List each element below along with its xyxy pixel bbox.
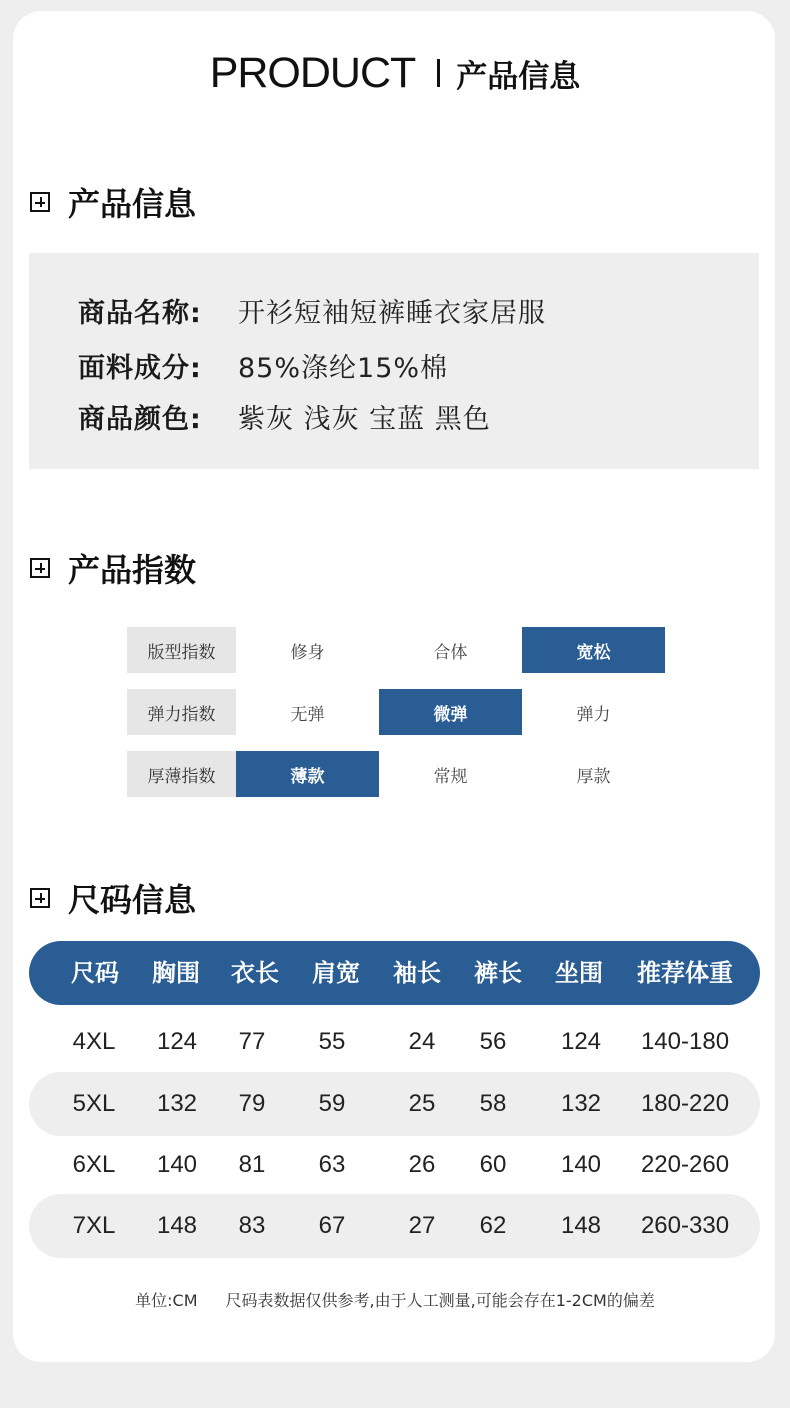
- size-note: [0, 1288, 790, 1311]
- index-option: 厚款: [576, 766, 611, 787]
- size-cell: 77: [238, 1028, 266, 1055]
- index-option: 常规: [433, 766, 468, 787]
- info-label: 商品名称:: [78, 297, 202, 329]
- page-header: [0, 50, 790, 96]
- size-cell: 7XL: [72, 1212, 116, 1239]
- size-header-cell: 胸围: [152, 959, 200, 987]
- size-cell: 4XL: [72, 1028, 116, 1055]
- size-cell: 26: [408, 1151, 436, 1178]
- size-cell: 79: [238, 1090, 266, 1117]
- size-header-cell: 推荐体重: [637, 959, 733, 987]
- size-cell: 81: [238, 1151, 266, 1178]
- unit-note: 单位:CM: [135, 1291, 198, 1310]
- plus-box-icon: [30, 558, 50, 578]
- size-cell: 63: [318, 1151, 346, 1178]
- size-cell: 132: [156, 1090, 198, 1117]
- size-cell: 220-260: [640, 1151, 730, 1178]
- index-row-stretch: [127, 689, 665, 735]
- disclaimer-note: 尺码表数据仅供参考,由于人工测量,可能会存在1-2CM的偏差: [225, 1291, 655, 1310]
- size-cell: 132: [560, 1090, 602, 1117]
- size-table-row: [29, 1133, 760, 1197]
- size-table-row: [29, 1010, 760, 1074]
- index-option-selected: 微弹: [379, 689, 522, 735]
- info-row-name: [78, 290, 546, 330]
- size-cell: 140: [156, 1151, 198, 1178]
- plus-box-icon: [30, 192, 50, 212]
- header-divider: [437, 59, 440, 87]
- size-table-row: [29, 1194, 760, 1258]
- size-cell: 140-180: [640, 1028, 730, 1055]
- index-option: 合体: [433, 642, 468, 663]
- size-cell: 83: [238, 1212, 266, 1239]
- info-row-colors: [78, 396, 491, 436]
- index-option: 弹力: [576, 704, 611, 725]
- index-option-selected: 宽松: [522, 627, 665, 673]
- size-cell: 140: [560, 1151, 602, 1178]
- size-cell: 124: [156, 1028, 198, 1055]
- size-cell: 55: [318, 1028, 346, 1055]
- size-header-cell: 裤长: [474, 959, 522, 987]
- info-row-fabric: [78, 345, 448, 385]
- index-row-thickness: [127, 751, 665, 797]
- info-label: 商品颜色:: [78, 403, 202, 435]
- size-cell: 27: [408, 1212, 436, 1239]
- size-header-cell: 肩宽: [312, 959, 360, 987]
- section-title-size: 尺码信息: [68, 881, 197, 919]
- index-option: 无弹: [290, 704, 325, 725]
- index-row-fit: [127, 627, 665, 673]
- size-table-row: [29, 1072, 760, 1136]
- info-value: 85%涤纶15%棉: [238, 352, 449, 384]
- size-header-cell: 尺码: [71, 959, 119, 987]
- size-cell: 60: [479, 1151, 507, 1178]
- size-header-cell: 衣长: [231, 959, 279, 987]
- size-cell: 180-220: [640, 1090, 730, 1117]
- section-title-index: 产品指数: [68, 551, 197, 589]
- size-header-cell: 坐围: [555, 959, 603, 987]
- product-info-panel: [29, 253, 759, 469]
- size-cell: 67: [318, 1212, 346, 1239]
- header-title-en: PRODUCT: [209, 48, 416, 97]
- size-table-header: [29, 941, 760, 1005]
- size-cell: 5XL: [72, 1090, 116, 1117]
- size-cell: 25: [408, 1090, 436, 1117]
- size-header-cell: 袖长: [393, 959, 441, 987]
- section-product-info: [30, 182, 196, 222]
- info-value: 紫灰 浅灰 宝蓝 黑色: [238, 403, 491, 435]
- index-option: 修身: [290, 642, 325, 663]
- info-value: 开衫短袖短裤睡衣家居服: [238, 297, 546, 329]
- section-product-index: [30, 548, 196, 588]
- size-cell: 58: [479, 1090, 507, 1117]
- size-cell: 59: [318, 1090, 346, 1117]
- index-label: 版型指数: [127, 627, 236, 673]
- size-cell: 124: [560, 1028, 602, 1055]
- size-cell: 148: [560, 1212, 602, 1239]
- size-cell: 62: [479, 1212, 507, 1239]
- size-cell: 56: [479, 1028, 507, 1055]
- size-cell: 6XL: [72, 1151, 116, 1178]
- section-size-info: [30, 878, 196, 918]
- size-cell: 260-330: [640, 1212, 730, 1239]
- info-label: 面料成分:: [78, 352, 202, 384]
- size-cell: 24: [408, 1028, 436, 1055]
- header-title-cn: 产品信息: [456, 58, 581, 95]
- index-label: 厚薄指数: [127, 751, 236, 797]
- size-cell: 148: [156, 1212, 198, 1239]
- index-label: 弹力指数: [127, 689, 236, 735]
- plus-box-icon: [30, 888, 50, 908]
- section-title-info: 产品信息: [68, 185, 197, 223]
- index-option-selected: 薄款: [236, 751, 379, 797]
